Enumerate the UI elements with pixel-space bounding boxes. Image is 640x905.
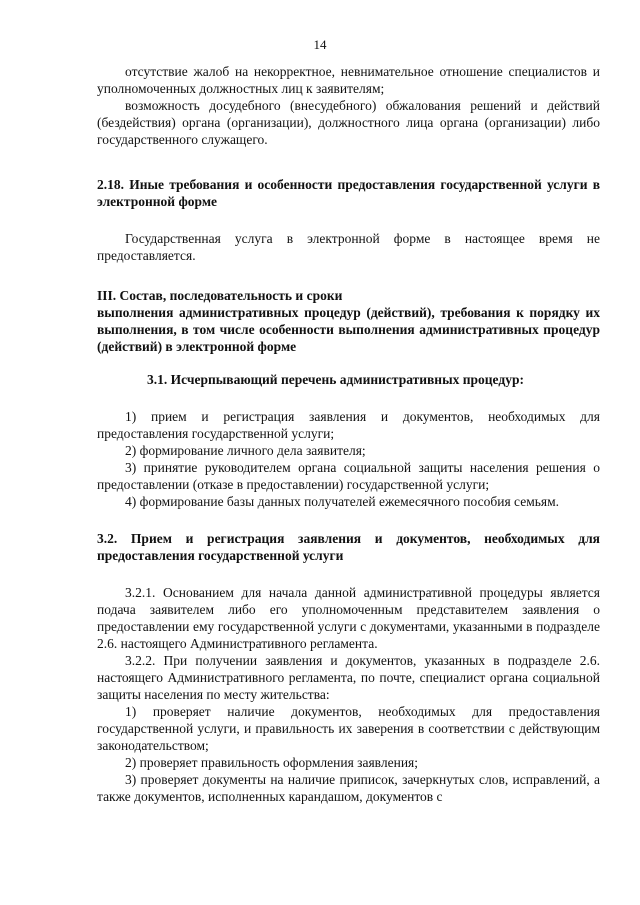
spacer: [97, 210, 600, 230]
section-heading: III. Состав, последовательность и сроки: [97, 288, 343, 303]
spacer: [97, 264, 600, 287]
paragraph: 3.2.1. Основанием для начала данной административной процедуры является подача заявителем либо его уполномоченным представителем заявления о предоставлении ему государственной услуги с документами, указанными в подразделе 2.6. настоящего Административного регламента.: [97, 585, 600, 651]
paragraph: 3) принятие руководителем органа социальной защиты населения решения о предоставлении (отказе в предоставлении) государственной услуги;: [97, 460, 600, 492]
paragraph: 1) прием и регистрация заявления и документов, необходимых для предоставления государственной услуги;: [97, 409, 600, 441]
paragraph: возможность досудебного (внесудебного) обжалования решений и действий (бездействия) органа (организации), должностного лица органа (организации) либо государственного служащего.: [97, 98, 600, 147]
paragraph: 3) проверяет документы на наличие приписок, зачеркнутых слов, исправлений, а также документов, исполненных карандашом, документов с: [97, 772, 600, 804]
spacer: [97, 564, 600, 584]
paragraph: отсутствие жалоб на некорректное, невнимательное отношение специалистов и уполномоченных должностных лиц к заявителям;: [97, 64, 600, 96]
section-heading: выполнения административных процедур (действий), требования к порядку их выполнения, в том числе особенности выполнения административных процедур (действий) в электронной форме: [97, 305, 600, 354]
paragraph: 2) формирование личного дела заявителя;: [125, 443, 366, 458]
section-heading: 3.1. Исчерпывающий перечень административных процедур:: [147, 372, 524, 387]
section-heading: 3.2. Прием и регистрация заявления и документов, необходимых для предоставления государственной услуги: [97, 531, 600, 563]
section-heading: 2.18. Иные требования и особенности предоставления государственной услуги в электронной форме: [97, 177, 600, 209]
spacer: [97, 148, 600, 176]
paragraph: 3.2.2. При получении заявления и документов, указанных в подразделе 2.6. настоящего Административного регламента, по почте, специалист органа социальной защиты населения по месту жительства:: [97, 653, 600, 702]
paragraph: 4) формирование базы данных получателей ежемесячного пособия семьям.: [125, 494, 560, 509]
page-number: 14: [313, 37, 327, 52]
paragraph: 1) проверяет наличие документов, необходимых для предоставления государственной услуги, и правильность их заверения в соответствии с действующим законодательством;: [97, 704, 600, 753]
document-body: [97, 63, 600, 805]
spacer: [97, 388, 600, 408]
spacer: [97, 355, 600, 371]
paragraph: Государственная услуга в электронной форме в настоящее время не предоставляется.: [97, 231, 600, 263]
spacer: [97, 510, 600, 530]
paragraph: 2) проверяет правильность оформления заявления;: [125, 755, 419, 770]
